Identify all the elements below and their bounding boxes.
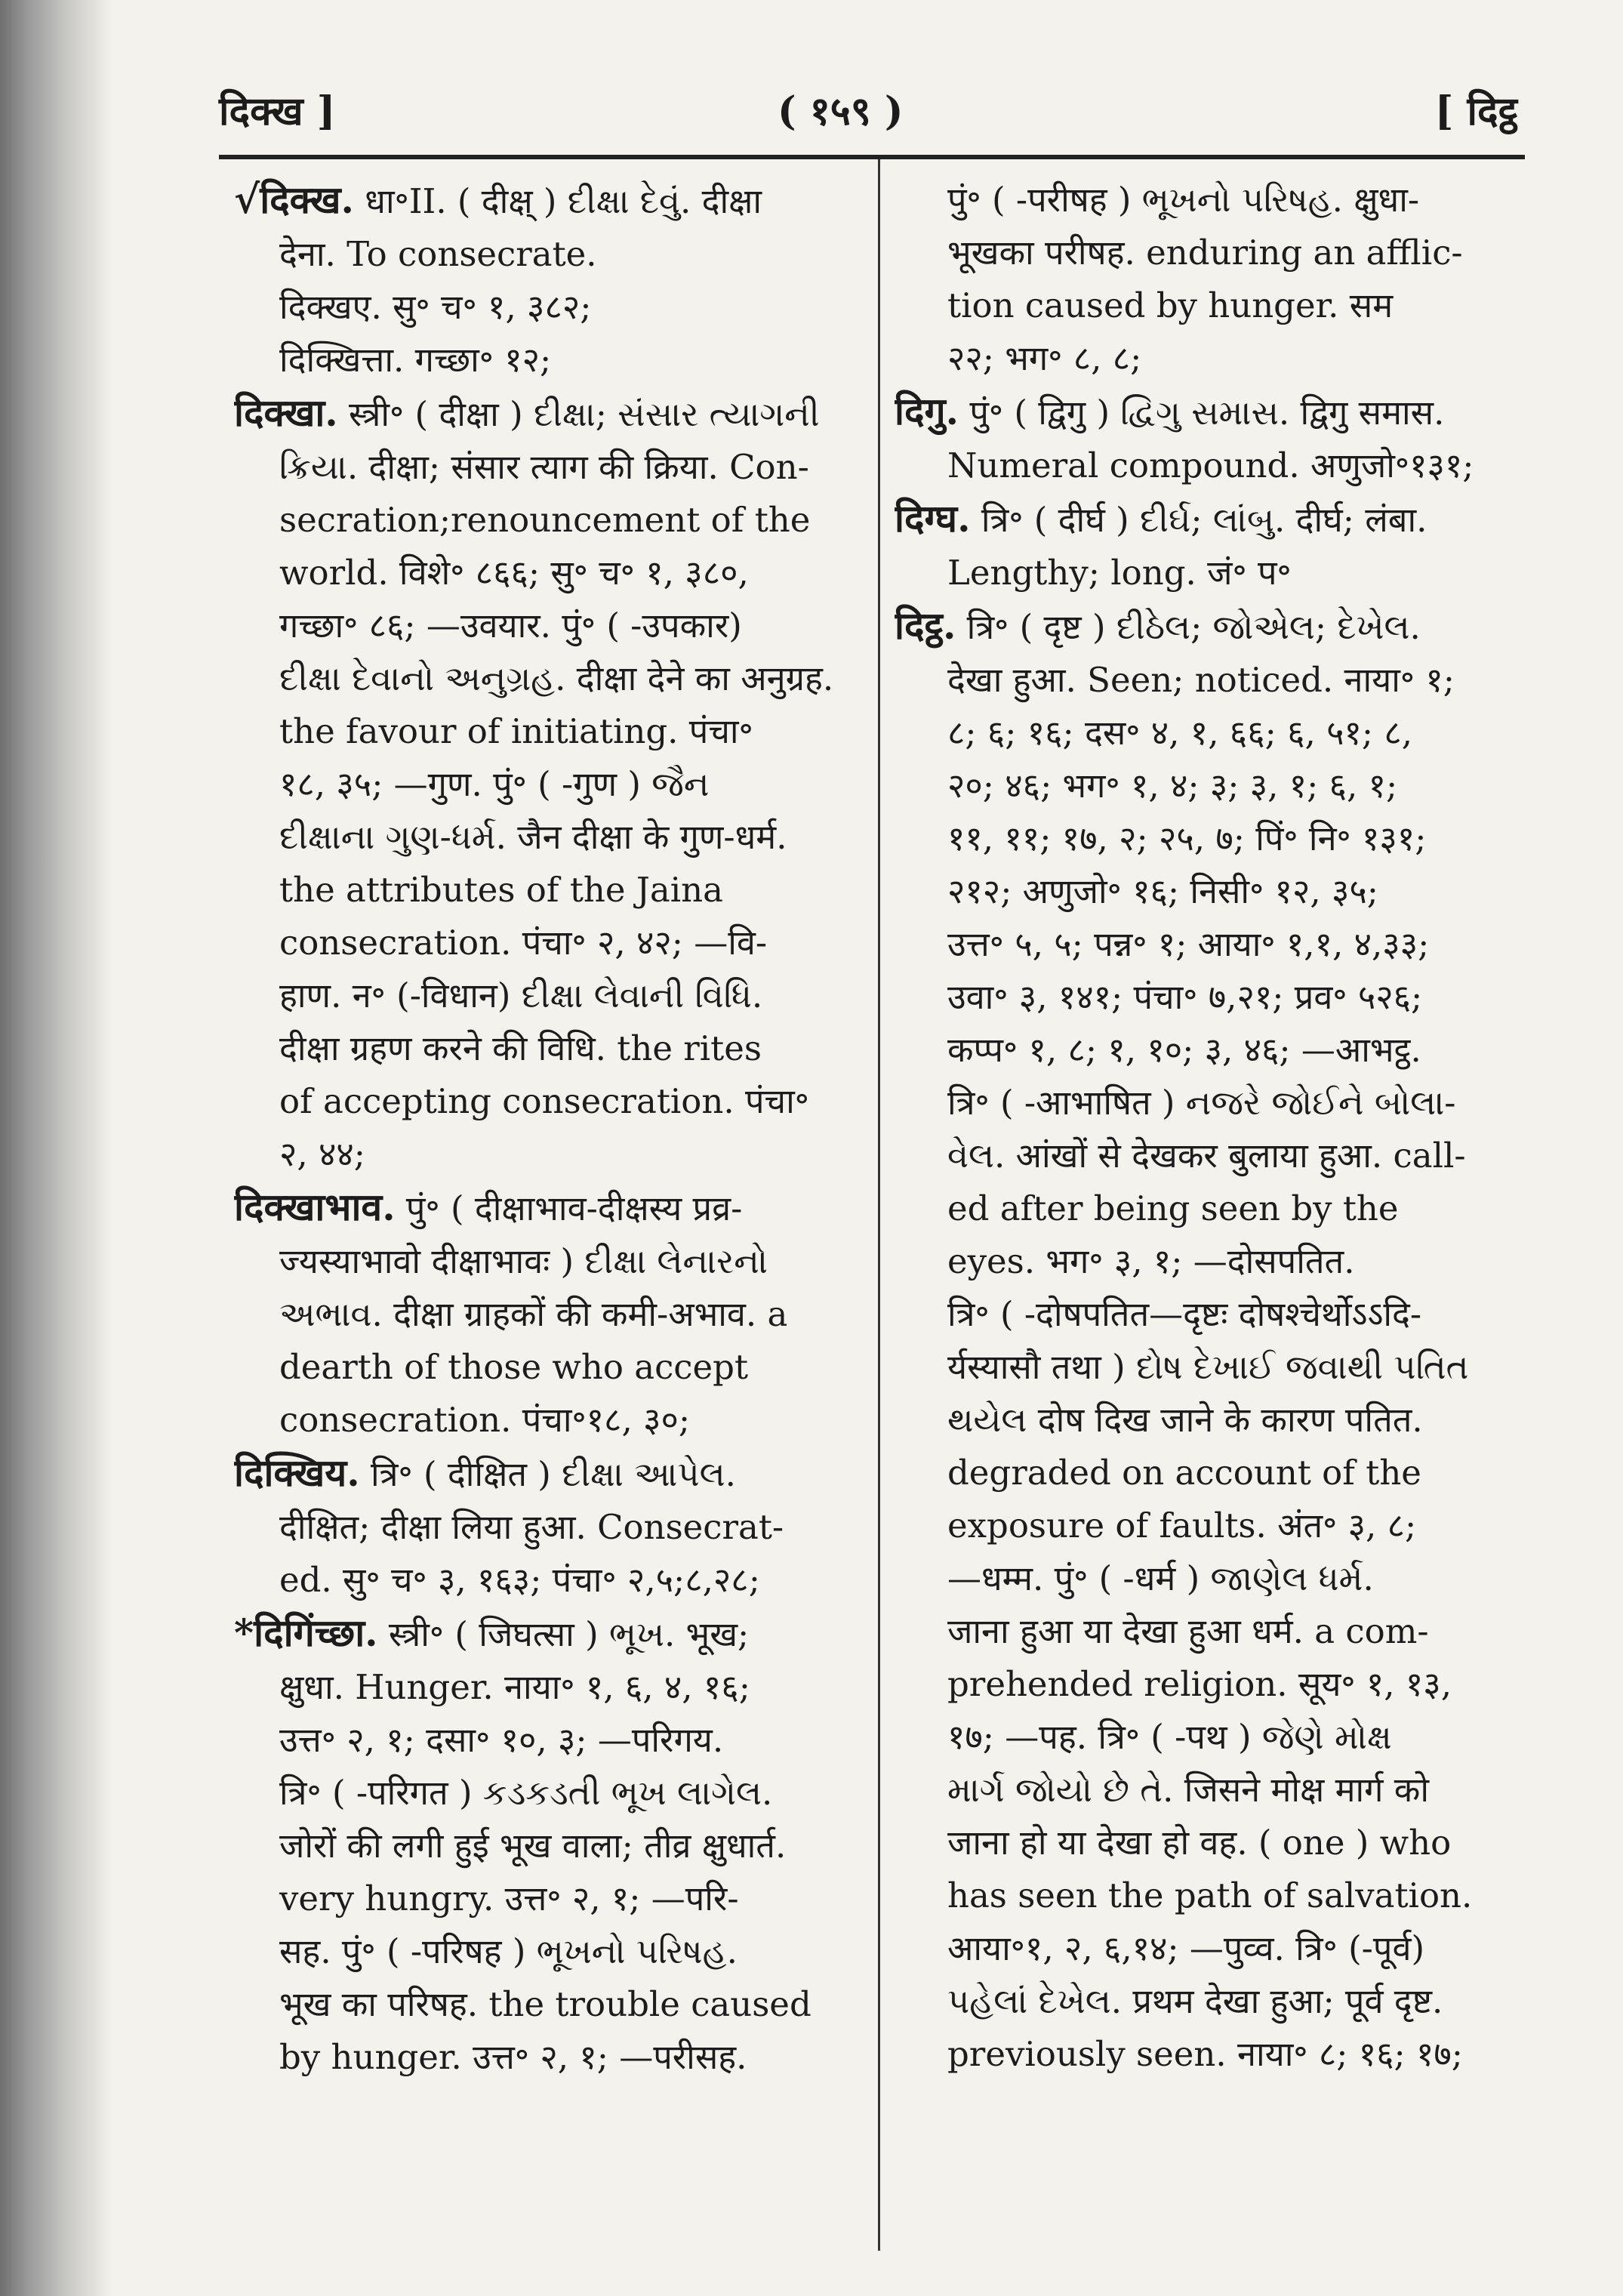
entry-line: र्यस्यासौ तथा ) દોષ દેખાઈ જવાથી પતિત <box>947 1347 1469 1387</box>
entry-line <box>234 1181 864 1235</box>
entry-line: ed after being seen by the <box>947 1188 1399 1228</box>
entry-line: દીક્ષા દેવાનો અનુગ્રહ. दीक्षा देने का अनुग्रह. <box>279 658 834 698</box>
entry-digincchha <box>234 1607 864 2084</box>
entry-line: ११, ११; १७, २; २५, ७; पिं॰ नि॰ १३१; <box>947 818 1427 858</box>
entry-line: दिक्खए. सु॰ च॰ १, ३८२; <box>279 287 592 327</box>
entry-line: —धम्म. पुं॰ ( -धर्म ) જાણેલ ધર્મ. <box>947 1558 1374 1598</box>
dictionary-page <box>219 53 1525 2242</box>
entry-line: માર્ગ જોયો છે તે. जिसने मोक्ष मार्ग को <box>947 1770 1430 1810</box>
entry-text: त्रि॰ ( दीक्षित ) દીક્ષા આપેલ. <box>371 1454 736 1494</box>
entry-line <box>234 387 864 441</box>
right-column <box>895 174 1525 2081</box>
entry-line: exposure of faults. अंत॰ ३, ८; <box>947 1505 1417 1546</box>
entry-line: पुं॰ ( -परीषह ) ભૂખનો પરિષહ. क्षुधा- <box>947 180 1420 220</box>
headword: दिक्खा. <box>234 390 338 435</box>
entry-line: दीक्षा ग्रहण करने की विधि. the rites <box>279 1028 762 1068</box>
headword: दिक्खिय. <box>234 1450 360 1495</box>
entry-line: सह. पुं॰ ( -परिषह ) ભૂખનો પરિષહ. <box>279 1931 738 1971</box>
entry-line: Numeral compound. अणुजो॰१३१; <box>947 445 1474 485</box>
entry-dikkhiya <box>234 1447 864 1607</box>
entry-line: પહેલાં દેખેલ. प्रथम देखा हुआ; पूर्व दृष्ट. <box>947 1981 1443 2021</box>
headword: दिक्खाभाव. <box>234 1185 396 1229</box>
entry-line: क्षुधा. Hunger. नाया॰ १, ६, ४, १६; <box>279 1667 750 1707</box>
entry-line: त्रि॰ ( -दोषपतित—दृष्टः दोषश्चेर्थोऽऽदि- <box>947 1294 1422 1334</box>
entry-line: उवा॰ ३, १४१; पंचा॰ ७,२१; प्रव॰ ५२६; <box>947 977 1423 1017</box>
entry-line: १७; —पह. त्रि॰ ( -पथ ) જેણે મોક્ષ <box>947 1717 1392 1757</box>
entry-line: degraded on account of the <box>947 1453 1421 1493</box>
entry-line: गच्छा॰ ८६; —उवयार. पुं॰ ( -उपकार) <box>279 606 742 646</box>
entry-line: the attributes of the Jaina <box>279 870 723 910</box>
entry-line: १८, ३५; —गुण. पुं॰ ( -गुण ) જૈન <box>279 764 710 804</box>
entry-text: त्रि॰ ( दीर्घ ) દીર્ઘ; લાંબુ. दीर्घ; लंबा. <box>981 500 1427 540</box>
entry-text: स्त्री॰ ( जिघत्सा ) ભૂખ. भूख; <box>388 1614 750 1654</box>
entry-line: दिक्खित्ता. गच्छा॰ १२; <box>279 340 552 380</box>
entry-line: आया॰१, २, ६,१४; —पुव्व. त्रि॰ (-पूर्व) <box>947 1928 1425 1968</box>
entry-line: भूख का परिषह. the trouble caused <box>279 1984 812 2024</box>
page-header <box>219 68 1517 151</box>
entry-line: ed. सु॰ च॰ ३, १६३; पंचा॰ २,५;८,२८; <box>279 1560 760 1600</box>
entry-line <box>895 492 1525 547</box>
entry-text: स्त्री॰ ( दीक्षा ) દીક્ષા; સંસાર ત્યાગની <box>349 394 820 434</box>
entry-line: २२; भग॰ ८, ८; <box>947 338 1142 378</box>
entry-text: पुं॰ ( द्विगु ) દ્વિગુ સમાસ. द्विगु समास. <box>969 393 1445 433</box>
entry-line: દીક્ષાના ગુણ-ધર્મ. जैन दीक्षा के गुण-धर्म. <box>279 817 787 857</box>
entry-line: થયેલ दोष दिख जाने के कारण पतित. <box>947 1400 1423 1440</box>
entry-line: eyes. भग॰ ३, १; —दोसपतित. <box>947 1241 1355 1281</box>
entry-dittha <box>895 599 1525 2081</box>
entry-line: त्रि॰ ( -परिगत ) કડકડતી ભૂખ લાગેલ. <box>279 1773 773 1813</box>
entry-line: देखा हुआ. Seen; noticed. नाया॰ १; <box>947 660 1455 700</box>
entry-line: very hungry. उत्त॰ २, १; —परि- <box>279 1878 739 1918</box>
left-column <box>234 174 864 2084</box>
entry-line: by hunger. उत्त॰ २, १; —परीसह. <box>279 2037 747 2077</box>
entry-line <box>895 385 1525 439</box>
entry-line: त्रि॰ ( -आभाषित ) નજરે જોઈને બોલા- <box>947 1083 1456 1123</box>
entry-line: of accepting consecration. पंचा॰ <box>279 1081 809 1121</box>
entry-line: the favour of initiating. पंचा॰ <box>279 711 753 751</box>
entry-line: Lengthy; long. जं॰ प॰ <box>947 553 1292 593</box>
checkmark-icon: √ <box>234 177 260 223</box>
entry-line: અભાવ. दीक्षा ग्राहकों की कमी-अभाव. a <box>279 1294 788 1334</box>
entry-digu <box>895 385 1525 492</box>
entry-line: dearth of those who accept <box>279 1347 749 1387</box>
entry-line: ज्यस्याभावो दीक्षाभावः ) દીક્ષા લેનારનો <box>279 1241 768 1281</box>
entry-line: जाना हुआ या देखा हुआ धर्म. a com- <box>947 1611 1429 1651</box>
entry-line: has seen the path of salvation. <box>947 1875 1473 1915</box>
entry-line: world. विशे॰ ८६६; सु॰ च॰ १, ३८०, <box>279 553 749 593</box>
entry-text: पुं॰ ( दीक्षाभाव-दीक्षस्य प्रव्र- <box>405 1188 743 1228</box>
entry-dikkhabhava <box>234 1181 864 1447</box>
entry-line: जाना हो या देखा हो वह. ( one ) who <box>947 1823 1452 1863</box>
header-rule <box>219 155 1525 159</box>
header-right-guide-word: [ दिट्ठ <box>1434 88 1517 134</box>
column-divider <box>878 159 880 2251</box>
entry-digghha <box>895 492 1525 599</box>
entry-line: भूखका परीषह. enduring an afflic- <box>947 233 1463 273</box>
entry-line: देना. To consecrate. <box>279 234 597 274</box>
entry-line: २०; ४६; भग॰ १, ४; ३; ३, १; ६, १; <box>947 766 1398 806</box>
entry-line: tion caused by hunger. सम <box>947 285 1394 325</box>
entry-line <box>234 1607 864 1661</box>
entry-line: ક્રિયા. दीक्षा; संसार त्याग की क्रिया. Con- <box>279 447 809 487</box>
scan-edge-shadow <box>0 0 113 2296</box>
headword: *दिगिंच्छा. <box>234 1610 378 1655</box>
entry-line: consecration. पंचा॰ २, ४२; —वि- <box>279 923 768 963</box>
headword: दिग्घ. <box>895 496 971 541</box>
entry-dikkha-verb <box>234 174 864 387</box>
entry-line <box>895 599 1525 654</box>
entry-line: prehended religion. सूय॰ १, १३, <box>947 1664 1452 1704</box>
entry-line: दीक्षित; दीक्षा लिया हुआ. Consecrat- <box>279 1507 784 1547</box>
entry-line: २१२; अणुजो॰ १६; निसी॰ १२, ३५; <box>947 871 1378 911</box>
entry-line: उत्त॰ ५, ५; पन्न॰ १; आया॰ १,१, ४,३३; <box>947 924 1430 964</box>
entry-line: ८; ६; १६; दस॰ ४, १, ६६; ६, ५१; ८, <box>947 713 1413 753</box>
entry-line: उत्त॰ २, १; दसा॰ १०, ३; —परिगय. <box>279 1720 724 1760</box>
entry-continuation <box>895 174 1525 385</box>
entry-line: २, ४४; <box>279 1134 365 1174</box>
entry-line: previously seen. नाया॰ ८; १६; १७; <box>947 2034 1463 2074</box>
entry-line <box>234 1447 864 1501</box>
headword: दिट्ठ. <box>895 603 956 648</box>
entry-line: consecration. पंचा॰१८, ३०; <box>279 1400 691 1440</box>
entry-line: વેલ. आंखों से देखकर बुलाया हुआ. call- <box>947 1136 1466 1176</box>
entry-line: कप्प॰ १, ८; १, १०; ३, ४६; —आभट्ठ. <box>947 1030 1421 1070</box>
entry-line: secration;renouncement of the <box>279 500 811 540</box>
entry-text: त्रि॰ ( दृष्ट ) દીઠેલ; જોએલ; દેખેલ. <box>966 607 1421 647</box>
headword: दिगु. <box>895 389 959 433</box>
entry-line: जोरों की लगी हुई भूख वाला; तीव्र क्षुधार्त. <box>279 1826 787 1866</box>
headword: दिक्ख. <box>260 177 354 222</box>
entry-text: धा॰II. ( दीक्ष् ) દીક્ષા દેવું. दीक्षा <box>365 181 762 221</box>
entry-line <box>234 174 864 228</box>
header-left-guide-word: दिक्ख ] <box>219 88 336 134</box>
entry-line: हाण. न॰ (-विधान) દીક્ષા લેવાની વિધિ. <box>279 975 763 1015</box>
page-number: ( १५९ ) <box>778 88 904 134</box>
entry-dikkha <box>234 387 864 1181</box>
